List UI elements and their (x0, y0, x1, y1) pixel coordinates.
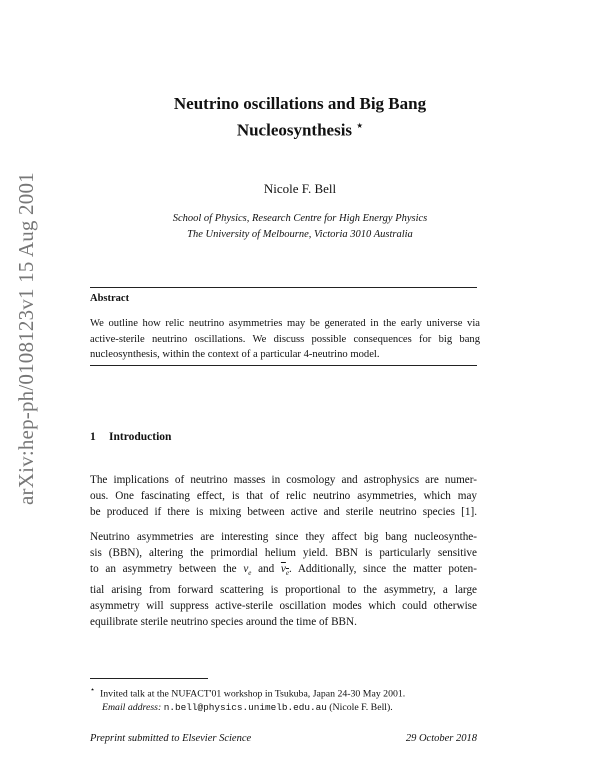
footer-date: 29 October 2018 (405, 733, 477, 744)
paragraph-line: tial arising from forward scattering is proportional to the asymmetry, a large (90, 583, 477, 596)
footnote (90, 683, 490, 714)
title-footnote-mark: ⋆ (356, 120, 364, 132)
section-heading (90, 431, 171, 443)
footnote-mark: ⋆ (90, 685, 96, 694)
paragraph-line: asymmetry will suppress active-sterile oscillation modes which could otherwise (90, 600, 477, 613)
email-address[interactable]: n.bell@physics.unimelb.edu.au (163, 701, 327, 713)
intro-paragraph-2 (90, 529, 477, 630)
footnote-line-2: Email address: n.bell@physics.unimelb.edu.au (Nicole F. Bell). (102, 701, 393, 713)
arxiv-identifier-stamp: arXiv:hep-ph/0108123v1 15 Aug 2001 (14, 172, 38, 505)
abstract-text: We outline how relic neutrino asymmetries may be generated in the early universe via active-sterile neutrino oscillations. We discuss possible consequences for big bang nucleosynthesis, within the context of a particular 4-neutrino model. (90, 318, 480, 360)
email-label: Email address: (102, 701, 162, 713)
affiliation-line-1: School of Physics, Research Centre for High Energy Physics (172, 213, 428, 224)
paragraph-line: Neutrino asymmetries are interesting since they affect big bang nucleosynthe- (90, 531, 477, 543)
section-number: 1 (90, 431, 96, 443)
paragraph-line: ous. One fascinating effect, is that of relic neutrino asymmetries, which may (90, 490, 477, 503)
paragraph-line: be produced if there is mixing between active and sterile neutrino species [1]. (90, 506, 477, 519)
title-line-2: Nucleosynthesis ⋆ (236, 120, 364, 140)
affiliation-line-2: The University of Melbourne, Victoria 3010 Australia (187, 229, 413, 240)
paragraph-line: equilibrate sterile neutrino species around the time of BBN. (90, 616, 357, 629)
title-line-1: Neutrino oscillations and Big Bang (173, 94, 427, 113)
paragraph-line: The implications of neutrino masses in cosmology and astrophysics are numer- (90, 474, 477, 486)
section-title: Introduction (109, 431, 172, 443)
nu-e-symbol: $\nu_e$ (243, 563, 252, 578)
nu-e-bar-symbol: $\nu_e$ (280, 563, 289, 578)
author-name: Nicole F. Bell (263, 181, 337, 196)
paragraph-line: sis (BBN), altering the primordial helium yield. BBN is particularly sensitive (90, 547, 477, 560)
footnote-line-1: ⋆ Invited talk at the NUFACT'01 workshop in Tsukuba, Japan 24-30 May 2001. (90, 685, 406, 700)
paragraph-line-with-math: to an asymmetry between the $\nu_e$ and $\nu_e$. Additionally, since the matter poten- (90, 563, 477, 578)
footer-preprint-note: Preprint submitted to Elsevier Science (90, 733, 252, 744)
affiliation (90, 211, 510, 243)
footnote-rule (90, 678, 208, 679)
paper-title (90, 93, 510, 142)
abstract-top-rule (90, 287, 477, 288)
abstract-heading: Abstract (90, 293, 130, 304)
intro-paragraph-1 (90, 472, 477, 521)
abstract-bottom-rule (90, 365, 477, 366)
